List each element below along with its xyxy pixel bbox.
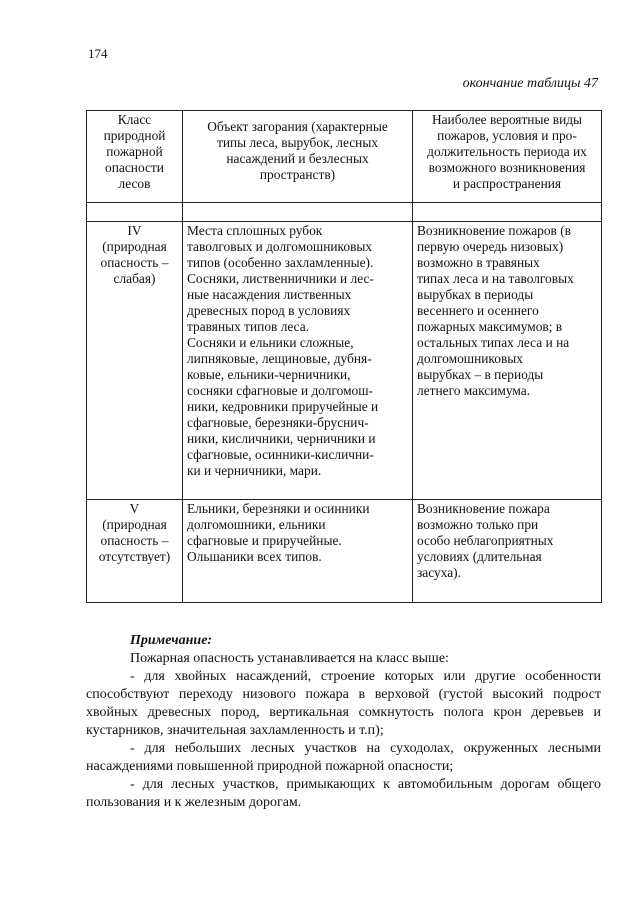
fire-cell: Возникновение пожаров (в первую очередь низовых) возможно в травяных типах леса и на таволговых вырубках в периоды весеннего и осеннего пожарных максимумов; в остальных типах леса и на долгомошниковых вырубках – в периоды летнего максимума. [413, 222, 602, 500]
note-paragraph: - для лесных участков, примыкающих к автомобильным дорогам общего пользования и к железным дорогам. [86, 777, 601, 810]
table-header-row [87, 111, 602, 203]
note-paragraph: Пожарная опасность устанавливается на класс выше: [130, 651, 449, 666]
page-number: 174 [88, 46, 108, 61]
class-cell: V (природная опасность – отсутствует) [87, 500, 183, 603]
note-section [86, 632, 601, 812]
fire-danger-table [86, 110, 602, 603]
object-cell: Места сплошных рубок таволговых и долгомошниковых типов (особенно захламленные). Сосняки, лиственничники и лес- ные насаждения лиственных древесных пород в условиях травяных типов леса. Сосняки и ельники сложные, липняковые, лещиновые, дубня- ковые, ельники-черничники, сосняки сфагновые и долгомош- ники, кедровники приручейные и сфагновые, березняки-бруснич- ники, кисличники, черничники и сфагновые, осинники-кислични- ки и черничники, мари. [183, 222, 413, 500]
note-paragraph: - для хвойных насаждений, строение которых или другие особенности способствуют переходу низового пожара в верховой (густой высокий подрост хвойных древесных пород, вертикальная сомкнутость полога крон деревьев и кустарников, значительная захламленность и т.п); [86, 669, 601, 738]
note-paragraph: - для небольших лесных участков на суходолах, окруженных лесными насаждениями повышенной природной пожарной опасности; [86, 741, 601, 774]
table-continuation-caption: окончание таблицы 47 [462, 76, 598, 91]
header-fire-types: Наиболее вероятные виды пожаров, условия и про- должительность периода их возможного возникновения и распространения [413, 111, 602, 203]
table-row [87, 222, 602, 500]
note-title: Примечание: [130, 633, 213, 648]
header-object: Объект загорания (характерные типы леса, вырубок, лесных насаждений и безлесных пространств) [183, 111, 413, 203]
object-cell: Ельники, березняки и осинники долгомошники, ельники сфагновые и приручейные. Ольшаники всех типов. [183, 500, 413, 603]
header-class: Класс природной пожарной опасности лесов [87, 111, 183, 203]
table-row [87, 500, 602, 603]
class-cell: IV (природная опасность – слабая) [87, 222, 183, 500]
table-spacer-row [87, 203, 602, 222]
fire-cell: Возникновение пожара возможно только при особо неблагоприятных условиях (длительная засуха). [413, 500, 602, 603]
